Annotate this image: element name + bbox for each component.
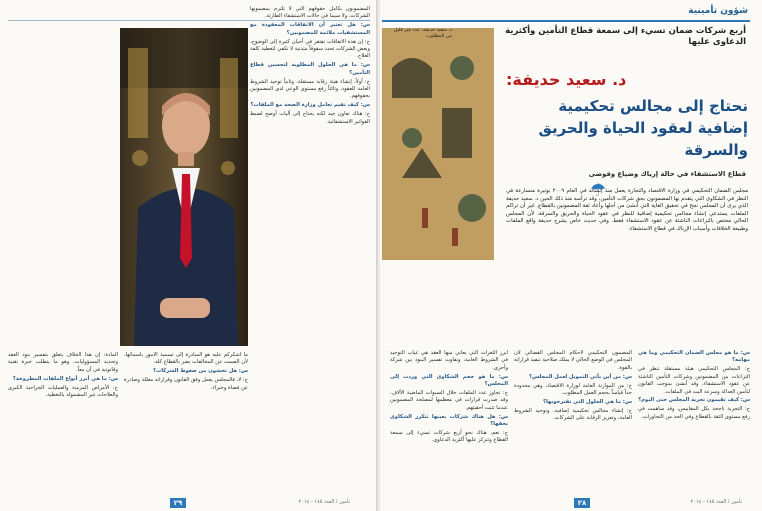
page-number: ٢٩ <box>170 498 186 508</box>
paragraph: ج: نعم، هناك نحو أربع شركات تسيء إلى سمعة القطاع وتتركز عليها أكثرية الدعاوى. <box>390 430 508 444</box>
paragraph: ما أشكركم عليه هو المبادرة إلى تسمية الأمور بأسمائها، لأن الصمت عن المخالفات يضر بالقطاع كله. <box>124 352 248 366</box>
question: س: من أين يأتي التمويل لعمل المجلس؟ <box>529 373 632 380</box>
paragraph: ج: إنشاء مجالس تحكيمية إضافية، وتوحيد الشروط العامة، وتعزيز الرقابة على الشركات. <box>514 407 632 422</box>
section-rule <box>382 20 750 22</box>
decorative-painting <box>382 28 494 260</box>
footer: تأمين / العدد ١٤٥ - ٢٠١٤ <box>298 499 350 505</box>
paragraph: ج: أولاً، إنشاء هيئة رقابة مستقلة، وثانياً توحيد الشروط العامة للعقود، وثالثاً رفع مستوى الوعي لدى المضمونين بحقوقهم. <box>250 78 370 100</box>
umbrella-icon: ☂ <box>590 180 607 201</box>
right-page-column-middle <box>514 350 632 490</box>
question: س: هل تعتبر أن الاتفاقات المعقودة مع المستشفيات ملائمة للمضمونين؟ <box>250 22 370 36</box>
left-page-column-middle <box>124 352 248 482</box>
question: س: هل تخشون من ضغوط الشركات؟ <box>152 368 248 375</box>
left-page-column-left <box>8 352 118 482</box>
paragraph: ج: إن هذه الاتفاقات تفتقر في أحيان كثيرة إلى الوضوح، وبعض الشركات تحدد سقوفاً متدنية لا تكفي لتغطية كلفة العلاج. <box>250 38 370 60</box>
paragraph: المضمونون بكامل حقوقهم التي لا تلتزم بمضمونها الشركات، ولا سيما في حالات الاستشفاء الطارئة. <box>250 6 370 20</box>
interviewee-name: د. سعيد حديفة: <box>506 70 627 89</box>
question: س: ما هي الحلول المطلوبة لتحسين قطاع التأمين؟ <box>250 62 370 76</box>
page-number: ٢٨ <box>574 498 590 508</box>
right-page-column-left <box>390 350 508 490</box>
question: س: ما هي أبرز أنواع الملفات المطروحة؟ <box>12 375 118 382</box>
paragraph: ج: الأمراض المزمنة والعمليات الجراحية الكبرى والعلاجات غير المشمولة بالتغطية. <box>8 384 118 399</box>
paragraph: ج: لا، فالمجلس يعمل وفق القانون وقراراته معللة وصادرة عن قضاة وخبراء. <box>124 377 248 391</box>
paragraph: المادة: إن هذا الخلاف يتعلق بتفسير بنود العقد وتحديد المسؤوليات، وهو ما يتطلب خبرة تقنية وقانونية في آن معاً. <box>8 352 118 373</box>
paragraph: ج: هناك تعاون جيد لكنه يحتاج إلى آليات أوضح لضبط الفواتير الاستشفائية. <box>250 111 370 125</box>
paragraph: ج: تجاوز عدد الملفات خلال السنوات الماضية الآلاف، وقد صدرت قرارات في معظمها لمصلحة المضمونين عندما تثبت أحقيتهم. <box>390 390 508 411</box>
subheadline: قطاع الاستشفاء في حالة إرباك وضياع وفوضى <box>588 170 746 178</box>
left-page <box>0 0 379 511</box>
paragraph: ج: المجلس التحكيمي هيئة مستقلة تنظر في النزاعات بين المضمونين وشركات التأمين الناشئة عن عقود الاستشفاء، وقد أنشئ بموجب القانون لتأمين العدالة وسرعة البت في الملفات. <box>638 366 750 395</box>
question: س: كيف تقيمون تجربة المجلس حتى اليوم؟ <box>638 397 750 404</box>
question: س: هل هناك شركات بعينها تتكرر الشكاوى بحقها؟ <box>390 413 508 428</box>
kicker: أربع شركات ضمان تسيء إلى سمعة قطاع التأمين وأكثرية الدعاوى عليها <box>505 26 746 47</box>
question: س: ما هي الحلول التي تقترحونها؟ <box>542 398 632 405</box>
question: س: كيف تقيم تعامل وزارة الصحة مع الملفات؟ <box>250 102 370 109</box>
headline: نحتاج إلى مجالس تحكيمية إضافية لعقود الحياة والحريق والسرقة <box>538 97 748 159</box>
paragraph: ج: التجربة ناجحة بكل المقاييس، وقد ساهمت في رفع مستوى الثقة بالقطاع وفي الحد من التجاوزات. <box>638 406 750 420</box>
section-tag: شؤون تأمينية <box>688 6 748 16</box>
footer: تأمين / العدد ١٤٥ - ٢٠١٤ <box>690 499 742 505</box>
paragraph: ج: من الموازنة العامة لوزارة الاقتصاد، وهي محدودة جداً قياساً بحجم العمل المطلوب. <box>514 382 632 397</box>
portrait-photo <box>120 28 248 346</box>
question: س: ما هو مجلس الضمان التحكيمي وما هي مهامه؟ <box>638 350 750 364</box>
right-page-column-right <box>638 350 750 490</box>
paragraph: المضمون التحكيمي لأحكام المجلس القضائي لأن المجلس في الوضع الحالي لا يملك صلاحية تنفيذ قراراته بالقوة. <box>514 350 632 371</box>
question: س: ما هو حجم الشكاوى التي وردت إلى المجلس؟ <box>390 373 508 388</box>
paragraph: أبرز الثغرات التي يعاني منها العقد هي غياب التوحيد في الشروط العامة، وتفاوت تفسير البنود بين شركة وأخرى. <box>390 350 508 371</box>
intro-paragraph: مجلس الضمان التحكيمي في وزارة الاقتصاد والتجارة يعمل منذ إنشائه في العام ٢٠٠٩ بوتيرة متسارعة في النظر في الشكاوى التي يتقدم بها المضمونون بحق شركات التأمين، وقد ترأسه منذ ذلك الحين د. سعيد حديفة الذي يرى أن المجلس نجح في تحقيق الغاية التي أنشئ من أجلها وأعاد ثقة المضمونين بالقطاع. غير أن تراكم الملفات يستدعي إنشاء مجالس تحكيمية إضافية للنظر في عقود الحياة والحريق والسرقة، لأن المجلس الحالي مختص بالنزاعات الناشئة عن عقود الاستشفاء فقط. وفي حديث خاص يشرح حديفة واقع الملفات وطبيعة الخلافات وأسباب الإرباك في قطاع الاستشفاء. <box>506 188 748 232</box>
photo-caption: د. سعيد حديفة: عدد غير قليل من المطلوب <box>393 28 452 39</box>
left-page-column-right <box>250 6 370 476</box>
